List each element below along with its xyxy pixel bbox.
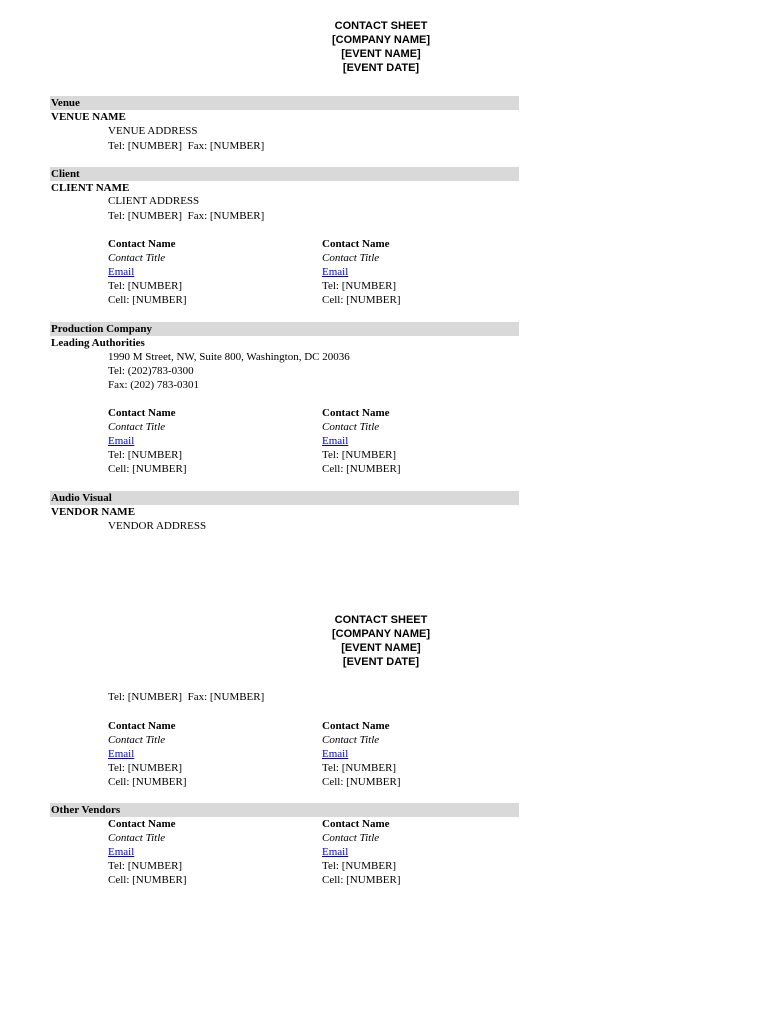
client-address: CLIENT ADDRESS bbox=[108, 195, 200, 207]
section-audio-visual: Audio Visual bbox=[50, 491, 519, 505]
email-link[interactable]: Email bbox=[322, 266, 349, 278]
production-tel: Tel: (202)783-0300 bbox=[108, 365, 194, 377]
contact-name: Contact Name bbox=[322, 818, 390, 830]
event-name: [EVENT NAME] bbox=[341, 642, 421, 654]
production-fax: Fax: (202) 783-0301 bbox=[108, 379, 200, 391]
contact-cell: Cell: [NUMBER] bbox=[108, 294, 187, 306]
contact-tel: Tel: [NUMBER] bbox=[108, 762, 183, 774]
vendor-address: VENDOR ADDRESS bbox=[108, 520, 207, 532]
contact-title: Contact Title bbox=[322, 252, 380, 264]
contact-title: Contact Title bbox=[322, 832, 380, 844]
contact-cell: Cell: [NUMBER] bbox=[108, 874, 187, 886]
section-client: Client bbox=[50, 167, 519, 181]
contact-name: Contact Name bbox=[322, 720, 390, 732]
contact-title: Contact Title bbox=[322, 421, 380, 433]
contact-title: Contact Title bbox=[108, 421, 166, 433]
client-name: CLIENT NAME bbox=[51, 182, 130, 194]
production-company-name: Leading Authorities bbox=[51, 337, 145, 349]
contact-tel: Tel: [NUMBER] bbox=[322, 762, 397, 774]
page-header bbox=[0, 19, 762, 75]
client-contact-1 bbox=[108, 237, 308, 307]
production-contact-2 bbox=[322, 406, 522, 476]
contact-tel: Tel: [NUMBER] bbox=[108, 449, 183, 461]
contact-name: Contact Name bbox=[322, 238, 390, 250]
contact-tel: Tel: [NUMBER] bbox=[108, 860, 183, 872]
contact-name: Contact Name bbox=[108, 818, 176, 830]
section-venue: Venue bbox=[50, 96, 519, 110]
production-address: 1990 M Street, NW, Suite 800, Washington, DC 20036 bbox=[108, 351, 350, 363]
venue-address: VENUE ADDRESS bbox=[108, 125, 198, 137]
client-contact-2 bbox=[322, 237, 522, 307]
sheet-title: CONTACT SHEET bbox=[334, 614, 428, 626]
venue-phone: Tel: [NUMBER] Fax: [NUMBER] bbox=[108, 140, 265, 152]
av-contact-1 bbox=[108, 719, 308, 789]
av-contact-2 bbox=[322, 719, 522, 789]
event-date: [EVENT DATE] bbox=[342, 656, 420, 668]
contact-name: Contact Name bbox=[322, 407, 390, 419]
vendor-phone: Tel: [NUMBER] Fax: [NUMBER] bbox=[108, 691, 265, 703]
contact-cell: Cell: [NUMBER] bbox=[322, 776, 401, 788]
contact-tel: Tel: [NUMBER] bbox=[322, 449, 397, 461]
contact-cell: Cell: [NUMBER] bbox=[108, 463, 187, 475]
contact-name: Contact Name bbox=[108, 720, 176, 732]
email-link[interactable]: Email bbox=[322, 435, 349, 447]
contact-title: Contact Title bbox=[322, 734, 380, 746]
contact-cell: Cell: [NUMBER] bbox=[322, 463, 401, 475]
company-name: [COMPANY NAME] bbox=[332, 628, 430, 640]
vendor-name: VENDOR NAME bbox=[51, 506, 136, 518]
email-link[interactable]: Email bbox=[108, 435, 135, 447]
contact-title: Contact Title bbox=[108, 832, 166, 844]
venue-name: VENUE NAME bbox=[51, 111, 126, 123]
contact-cell: Cell: [NUMBER] bbox=[322, 874, 401, 886]
page-header-2 bbox=[0, 613, 762, 669]
production-contact-1 bbox=[108, 406, 308, 476]
sheet-title: CONTACT SHEET bbox=[334, 20, 428, 32]
event-date: [EVENT DATE] bbox=[342, 62, 420, 74]
section-other-vendors: Other Vendors bbox=[50, 803, 519, 817]
email-link[interactable]: Email bbox=[322, 846, 349, 858]
contact-name: Contact Name bbox=[108, 238, 176, 250]
vendor-contact-2 bbox=[322, 817, 522, 887]
event-name: [EVENT NAME] bbox=[341, 48, 421, 60]
contact-cell: Cell: [NUMBER] bbox=[108, 776, 187, 788]
email-link[interactable]: Email bbox=[322, 748, 349, 760]
contact-title: Contact Title bbox=[108, 734, 166, 746]
vendor-contact-1 bbox=[108, 817, 308, 887]
contact-tel: Tel: [NUMBER] bbox=[322, 860, 397, 872]
contact-cell: Cell: [NUMBER] bbox=[322, 294, 401, 306]
contact-tel: Tel: [NUMBER] bbox=[108, 280, 183, 292]
contact-title: Contact Title bbox=[108, 252, 166, 264]
company-name: [COMPANY NAME] bbox=[332, 34, 430, 46]
email-link[interactable]: Email bbox=[108, 748, 135, 760]
contact-name: Contact Name bbox=[108, 407, 176, 419]
email-link[interactable]: Email bbox=[108, 846, 135, 858]
contact-tel: Tel: [NUMBER] bbox=[322, 280, 397, 292]
email-link[interactable]: Email bbox=[108, 266, 135, 278]
section-production-company: Production Company bbox=[50, 322, 519, 336]
client-phone: Tel: [NUMBER] Fax: [NUMBER] bbox=[108, 210, 265, 222]
